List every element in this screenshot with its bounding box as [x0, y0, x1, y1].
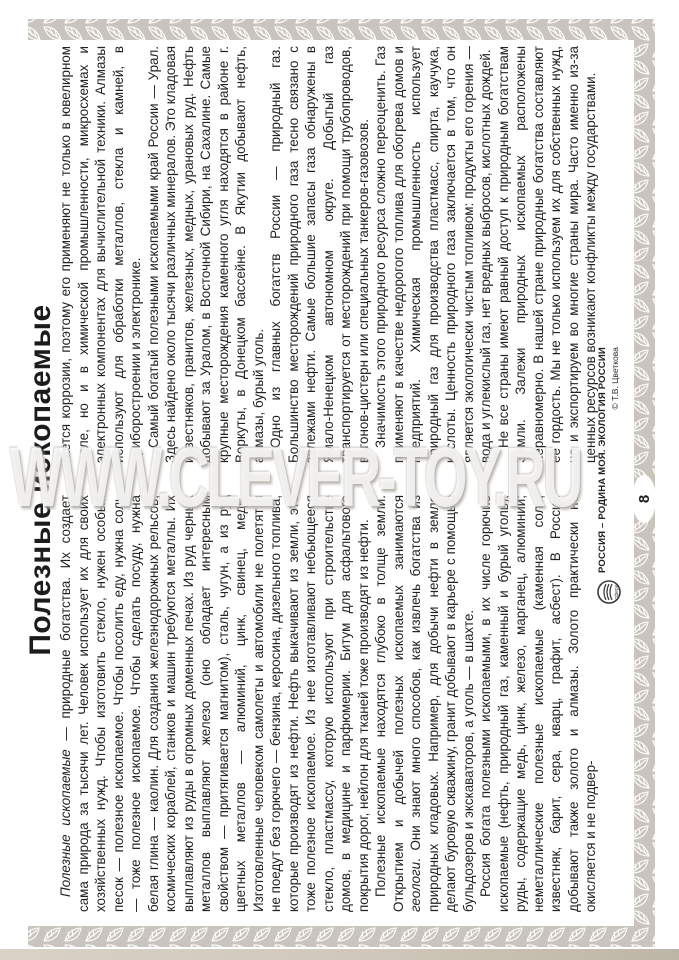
text-column-right: [57, 46, 601, 463]
paragraph: гается коррозии, поэтому его применяют не только в ювелирном деле, но и в химической промышленности, микросхемах и электронных компонентах для вычислительной техники. Алмазы используют для обработки металлов, стекла и камней, в приборостроении и электронике.: [58, 46, 143, 463]
series-footer: [597, 347, 621, 604]
paragraph: Полезные ископаемые находятся глубоко в толще земли. Открытием и добычей полезных ископаемых занимаются геологи. Они знают много способов, как извлечь богатства из природных кладовых. Например, для добычи нефти в земле делают буровую скважину, гранит добывают в карьере с помощью бульдозеров и экскаваторов, а уголь — в шахте.: [373, 495, 476, 912]
text-column-left: [57, 495, 601, 912]
page-number-badge: 8: [632, 475, 656, 523]
paragraph: Полезные ископаемые — природные богатства. Их создает сама природа за тысячи лет. Человек использует их для своих хозяйственных нужд. Чтобы изготовить стекло, нужен особый песок — полезное ископаемое. Чтобы посолить еду, нужна соль — тоже полезное ископаемое. Чтобы сделать посуду, нужна белая глина — каолин. Для создания железнодорожных рельсов, космических кораблей, станков и машин требуются металлы. Их выплавляют из руды в огромных доменных печах. Из руд черных металлов выплавляют железо (оно обладает интересным свойством — притягивается магнитом), сталь, чугун, а из руд цветных металлов — алюминий, цинк, свинец, медь. Изготовленные человеком самолеты и автомобили не полетят и не поедут без горючего — бензина, керосина, дизельного топлива, которые производят из нефти. Нефть выкачивают из земли, это тоже полезное ископаемое. Из нее изготавливают небьющееся стекло, пластмассу, которую используют при строительстве домов, в медицине и парфюмерии. Битум для асфальтового покрытия дорог, нейлон для тканей тоже производят из нефти.: [58, 495, 371, 912]
leaf-border-left-icon: [28, 926, 655, 947]
watermark: WWW.CLEVER-TOY.RU: [10, 429, 581, 524]
paragraph: Самый богатый полезными ископаемыми край России — Урал. Здесь найдено около тысячи различных минералов. Это кладовая известняков, гранитов, железных, медных, урановых руд. Нефть добывают за Уралом, в Восточной Сибири, на Сахалине. Самые крупные месторождения каменного угля находятся в районе г. Воркуты, в Донецком бассейне. В Якутии добывают нефть, алмазы, бурый уголь.: [145, 46, 266, 463]
paragraph: Россия богата полезными ископаемыми, в их числе горючие ископаемые (нефть, природный газ, каменный и бурый уголь); руды, содержащие медь, цинк, железо, марганец, алюминий; неметаллические полезные ископаемые (каменная соль, известняк, барит, сера, кварц, графит, асбест). В России добывают также золото и алмазы. Золото практически не окисляется и не подвер-: [478, 495, 598, 912]
svg-text:сфера: сфера: [614, 584, 620, 600]
text-columns: [57, 46, 601, 912]
series-title: РОССИЯ – РОДИНА МОЯ. ЭКОЛОГИЯ РОССИИ: [597, 347, 608, 573]
leaf-border-right-icon: [28, 19, 655, 40]
paragraph: Одно из главных богатств России — природный газ. Большинство месторождений природного газа тесно связано с залежами нефти. Самые большие запасы газа обнаружены в Ямало-Ненецком автономном округе. Добытый газ транспортируется от месторождений при помощи трубопроводов, вагонов-цистерн или специальных танкеров-газовозов.: [268, 46, 371, 463]
page-title: Полезные ископаемые: [24, 304, 57, 656]
footer-text: [597, 347, 620, 573]
publisher-logo-icon: [597, 580, 621, 604]
paragraph: Значимость этого природного ресурса сложно переоценить. Газ применяют в качестве недорогого топлива для обогрева домов и предприятий. Химическая промышленность использует природный газ для производства пластмасс, спирта, каучука, кислоты. Ценность природного газа заключается в том, что он является экологически чистым топливом: продукты его горения — вода и углекислый газ, нет вредных выбросов, кислотных дождей.: [373, 46, 493, 463]
scan-edge: [0, 949, 679, 960]
copyright: © Т.В. Цветкова: [610, 347, 620, 410]
paragraph: Не все страны имеют равный доступ к природным богатствам Земли. Залежи природных ископаемых расположены неравномерно. В нашей стране природные богатства составляют ее гордость. Мы не только используем их для собственных нужд, но и экспортируем во многие страны мира. Часто именно из-за ценных ресурсов возникают конфликты между государствами.: [495, 46, 598, 463]
